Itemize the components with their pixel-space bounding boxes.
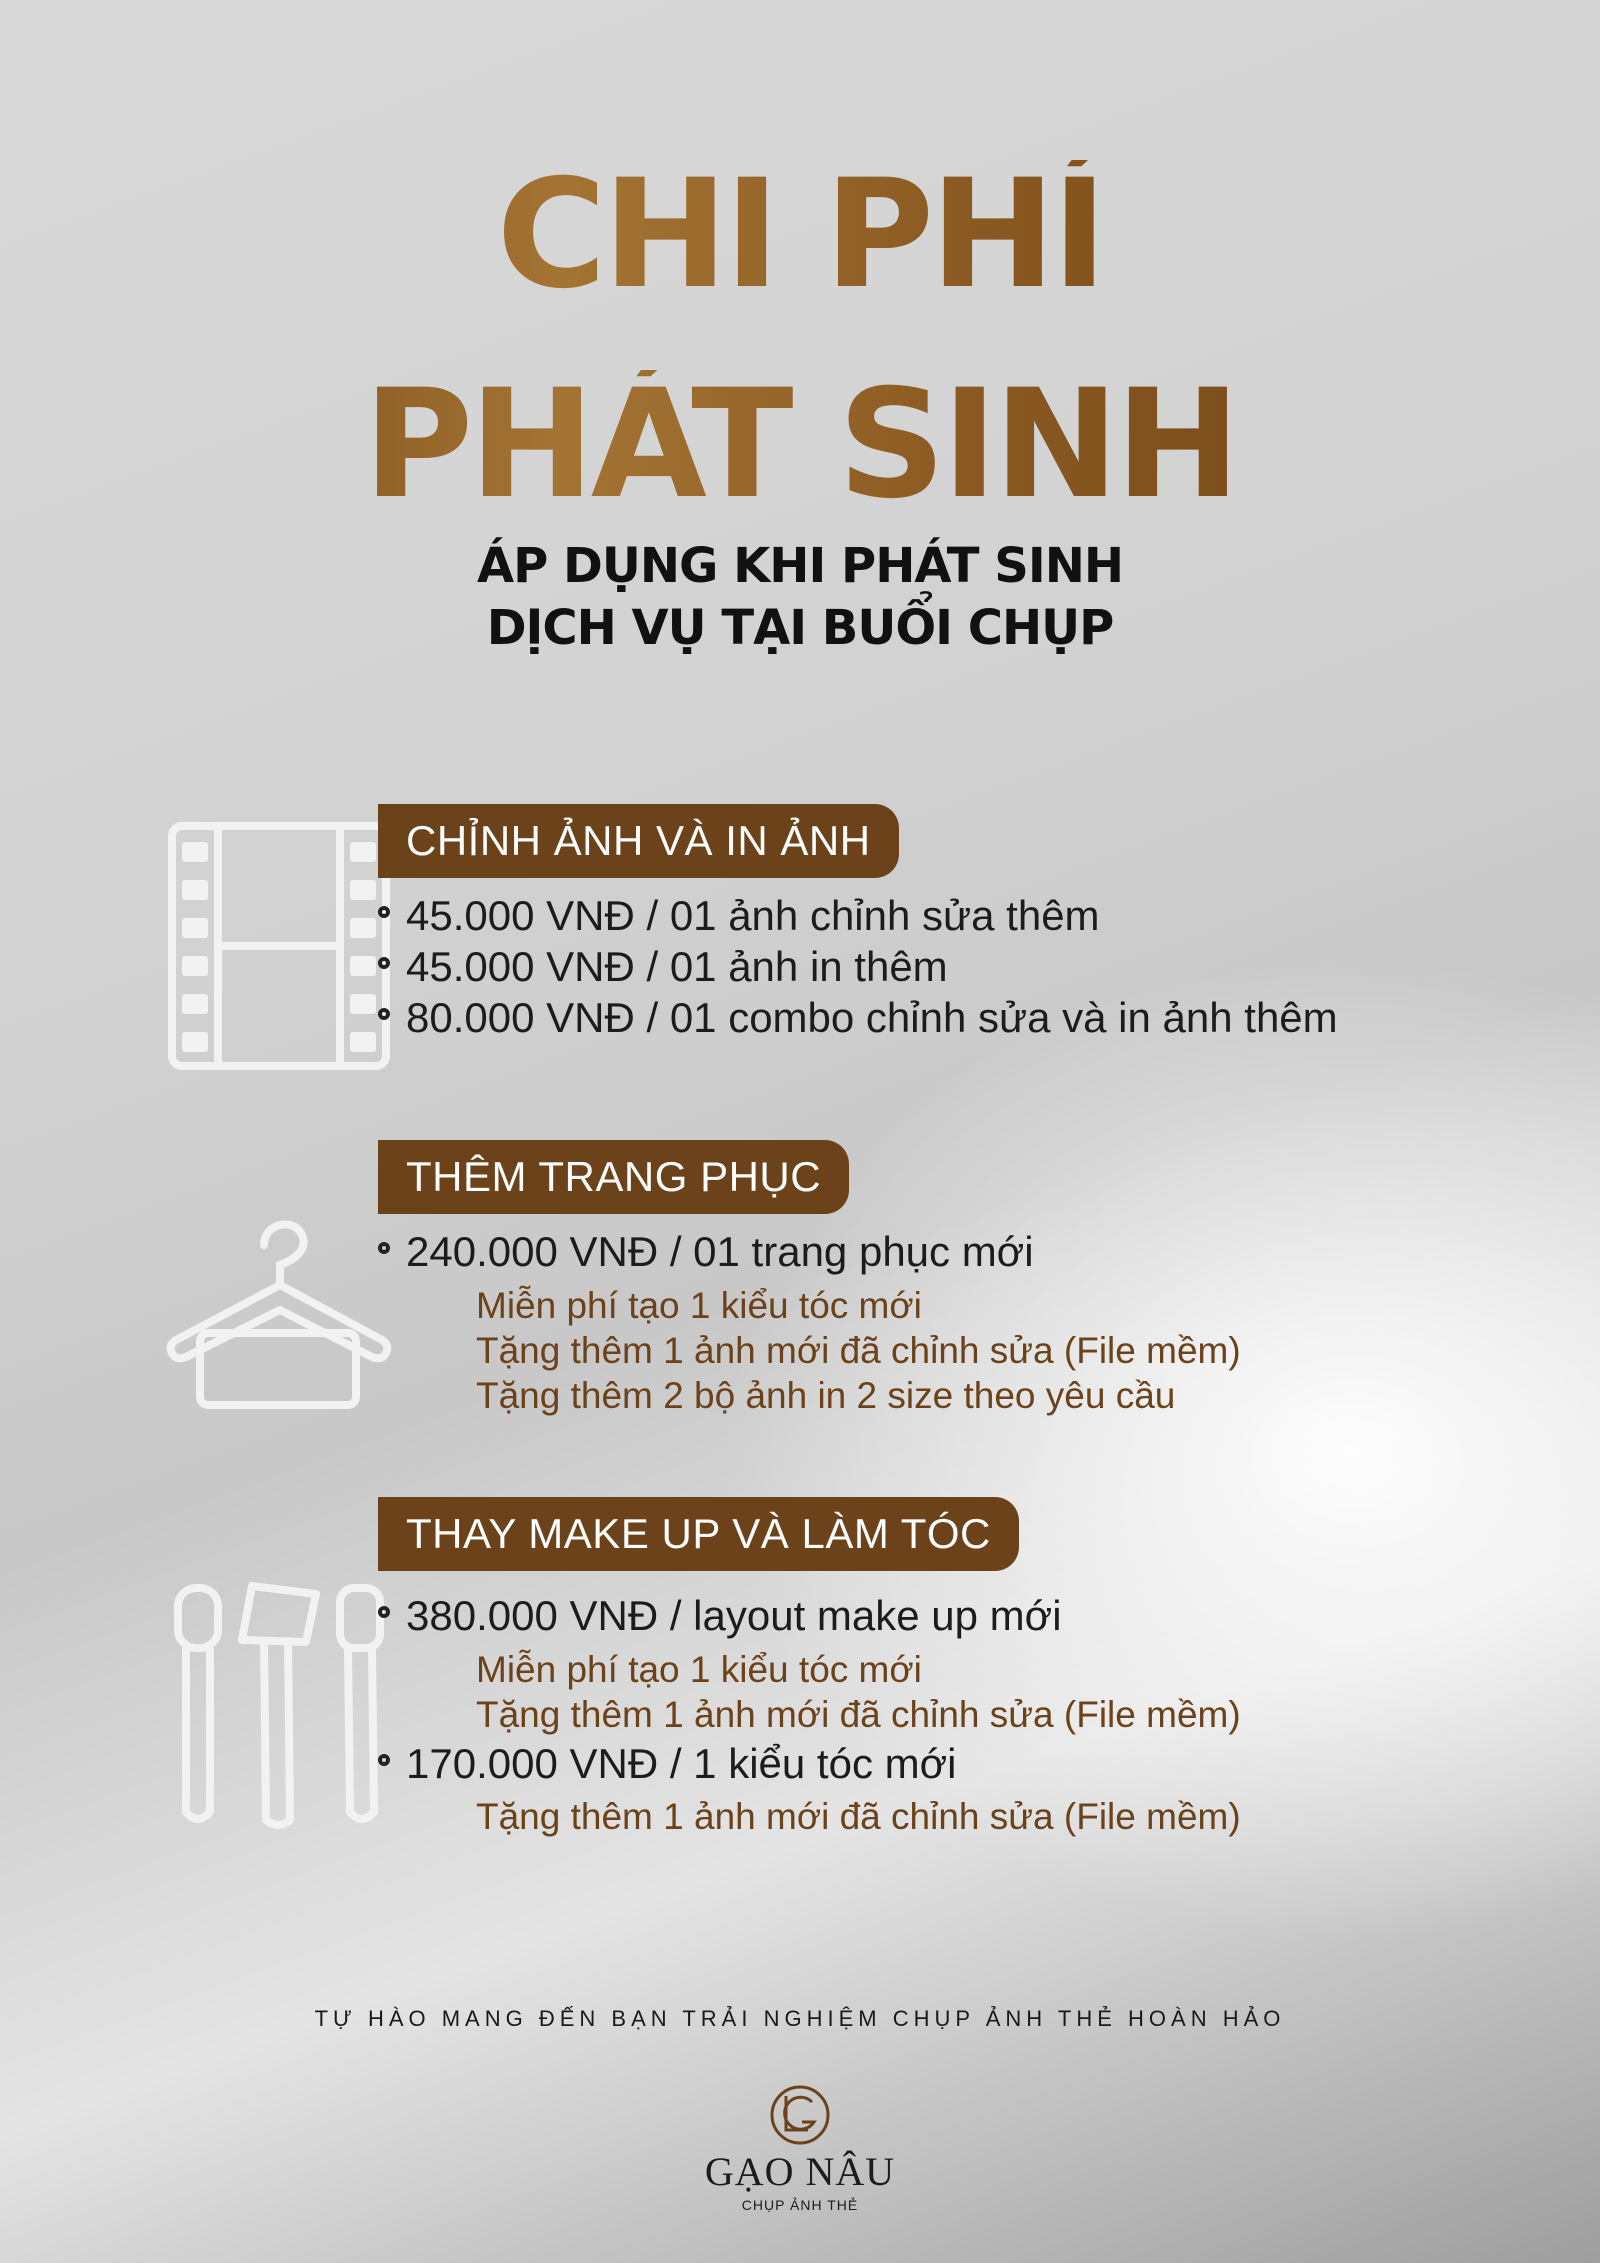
section-heading-makeup-hair: THAY MAKE UP VÀ LÀM TÓC: [378, 1497, 1019, 1571]
list-item: 240.000 VNĐ / 01 trang phục mới: [378, 1228, 1034, 1276]
note-text: Tặng thêm 1 ảnh mới đã chỉnh sửa (File mềm): [476, 1330, 1241, 1371]
brand-subtitle: CHỤP ẢNH THẺ: [741, 2197, 859, 2213]
list-item: 80.000 VNĐ / 01 combo chỉnh sửa và in ảnh thêm: [378, 994, 1338, 1042]
subtitle-line-2: DỊCH VỤ TẠI BUỔI CHỤP: [486, 600, 1114, 656]
bullet-icon: [378, 906, 390, 918]
bullet-icon: [378, 957, 390, 969]
bullet-icon: [378, 1242, 390, 1254]
page-title-line-1: CHI PHÍ: [0, 160, 1600, 310]
list-item: 45.000 VNĐ / 01 ảnh chỉnh sửa thêm: [378, 892, 1100, 940]
bullet-icon: [378, 1606, 390, 1618]
note-text: Tặng thêm 1 ảnh mới đã chỉnh sửa (File mềm): [476, 1796, 1241, 1837]
list-item: 170.000 VNĐ / 1 kiểu tóc mới: [378, 1740, 956, 1788]
hanger-icon: [164, 1205, 394, 1410]
film-strip-icon: [168, 822, 390, 1070]
section-heading-editing-printing: CHỈNH ẢNH VÀ IN ẢNH: [378, 804, 899, 878]
note-text: Miễn phí tạo 1 kiểu tóc mới: [476, 1649, 922, 1690]
section-heading-outfit: THÊM TRANG PHỤC: [378, 1140, 849, 1214]
bullet-icon: [378, 1008, 390, 1020]
list-item: 380.000 VNĐ / layout make up mới: [378, 1592, 1062, 1640]
bullet-icon: [378, 1754, 390, 1766]
page-title-line-2: PHÁT SINH: [0, 370, 1600, 520]
makeup-brushes-icon: [164, 1580, 394, 1830]
footer-tagline: TỰ HÀO MANG ĐẾN BẠN TRẢI NGHIỆM CHỤP ẢNH THẺ HOÀN HẢO: [314, 2006, 1286, 2031]
note-text: Miễn phí tạo 1 kiểu tóc mới: [476, 1285, 922, 1326]
subtitle-line-1: ÁP DỤNG KHI PHÁT SINH: [476, 538, 1124, 594]
brand-logo-icon: [764, 2082, 836, 2148]
note-text: Tặng thêm 2 bộ ảnh in 2 size theo yêu cầu: [476, 1375, 1176, 1416]
note-text: Tặng thêm 1 ảnh mới đã chỉnh sửa (File mềm): [476, 1694, 1241, 1735]
list-item: 45.000 VNĐ / 01 ảnh in thêm: [378, 943, 948, 991]
brand-name: GẠO NÂU: [704, 2149, 896, 2194]
